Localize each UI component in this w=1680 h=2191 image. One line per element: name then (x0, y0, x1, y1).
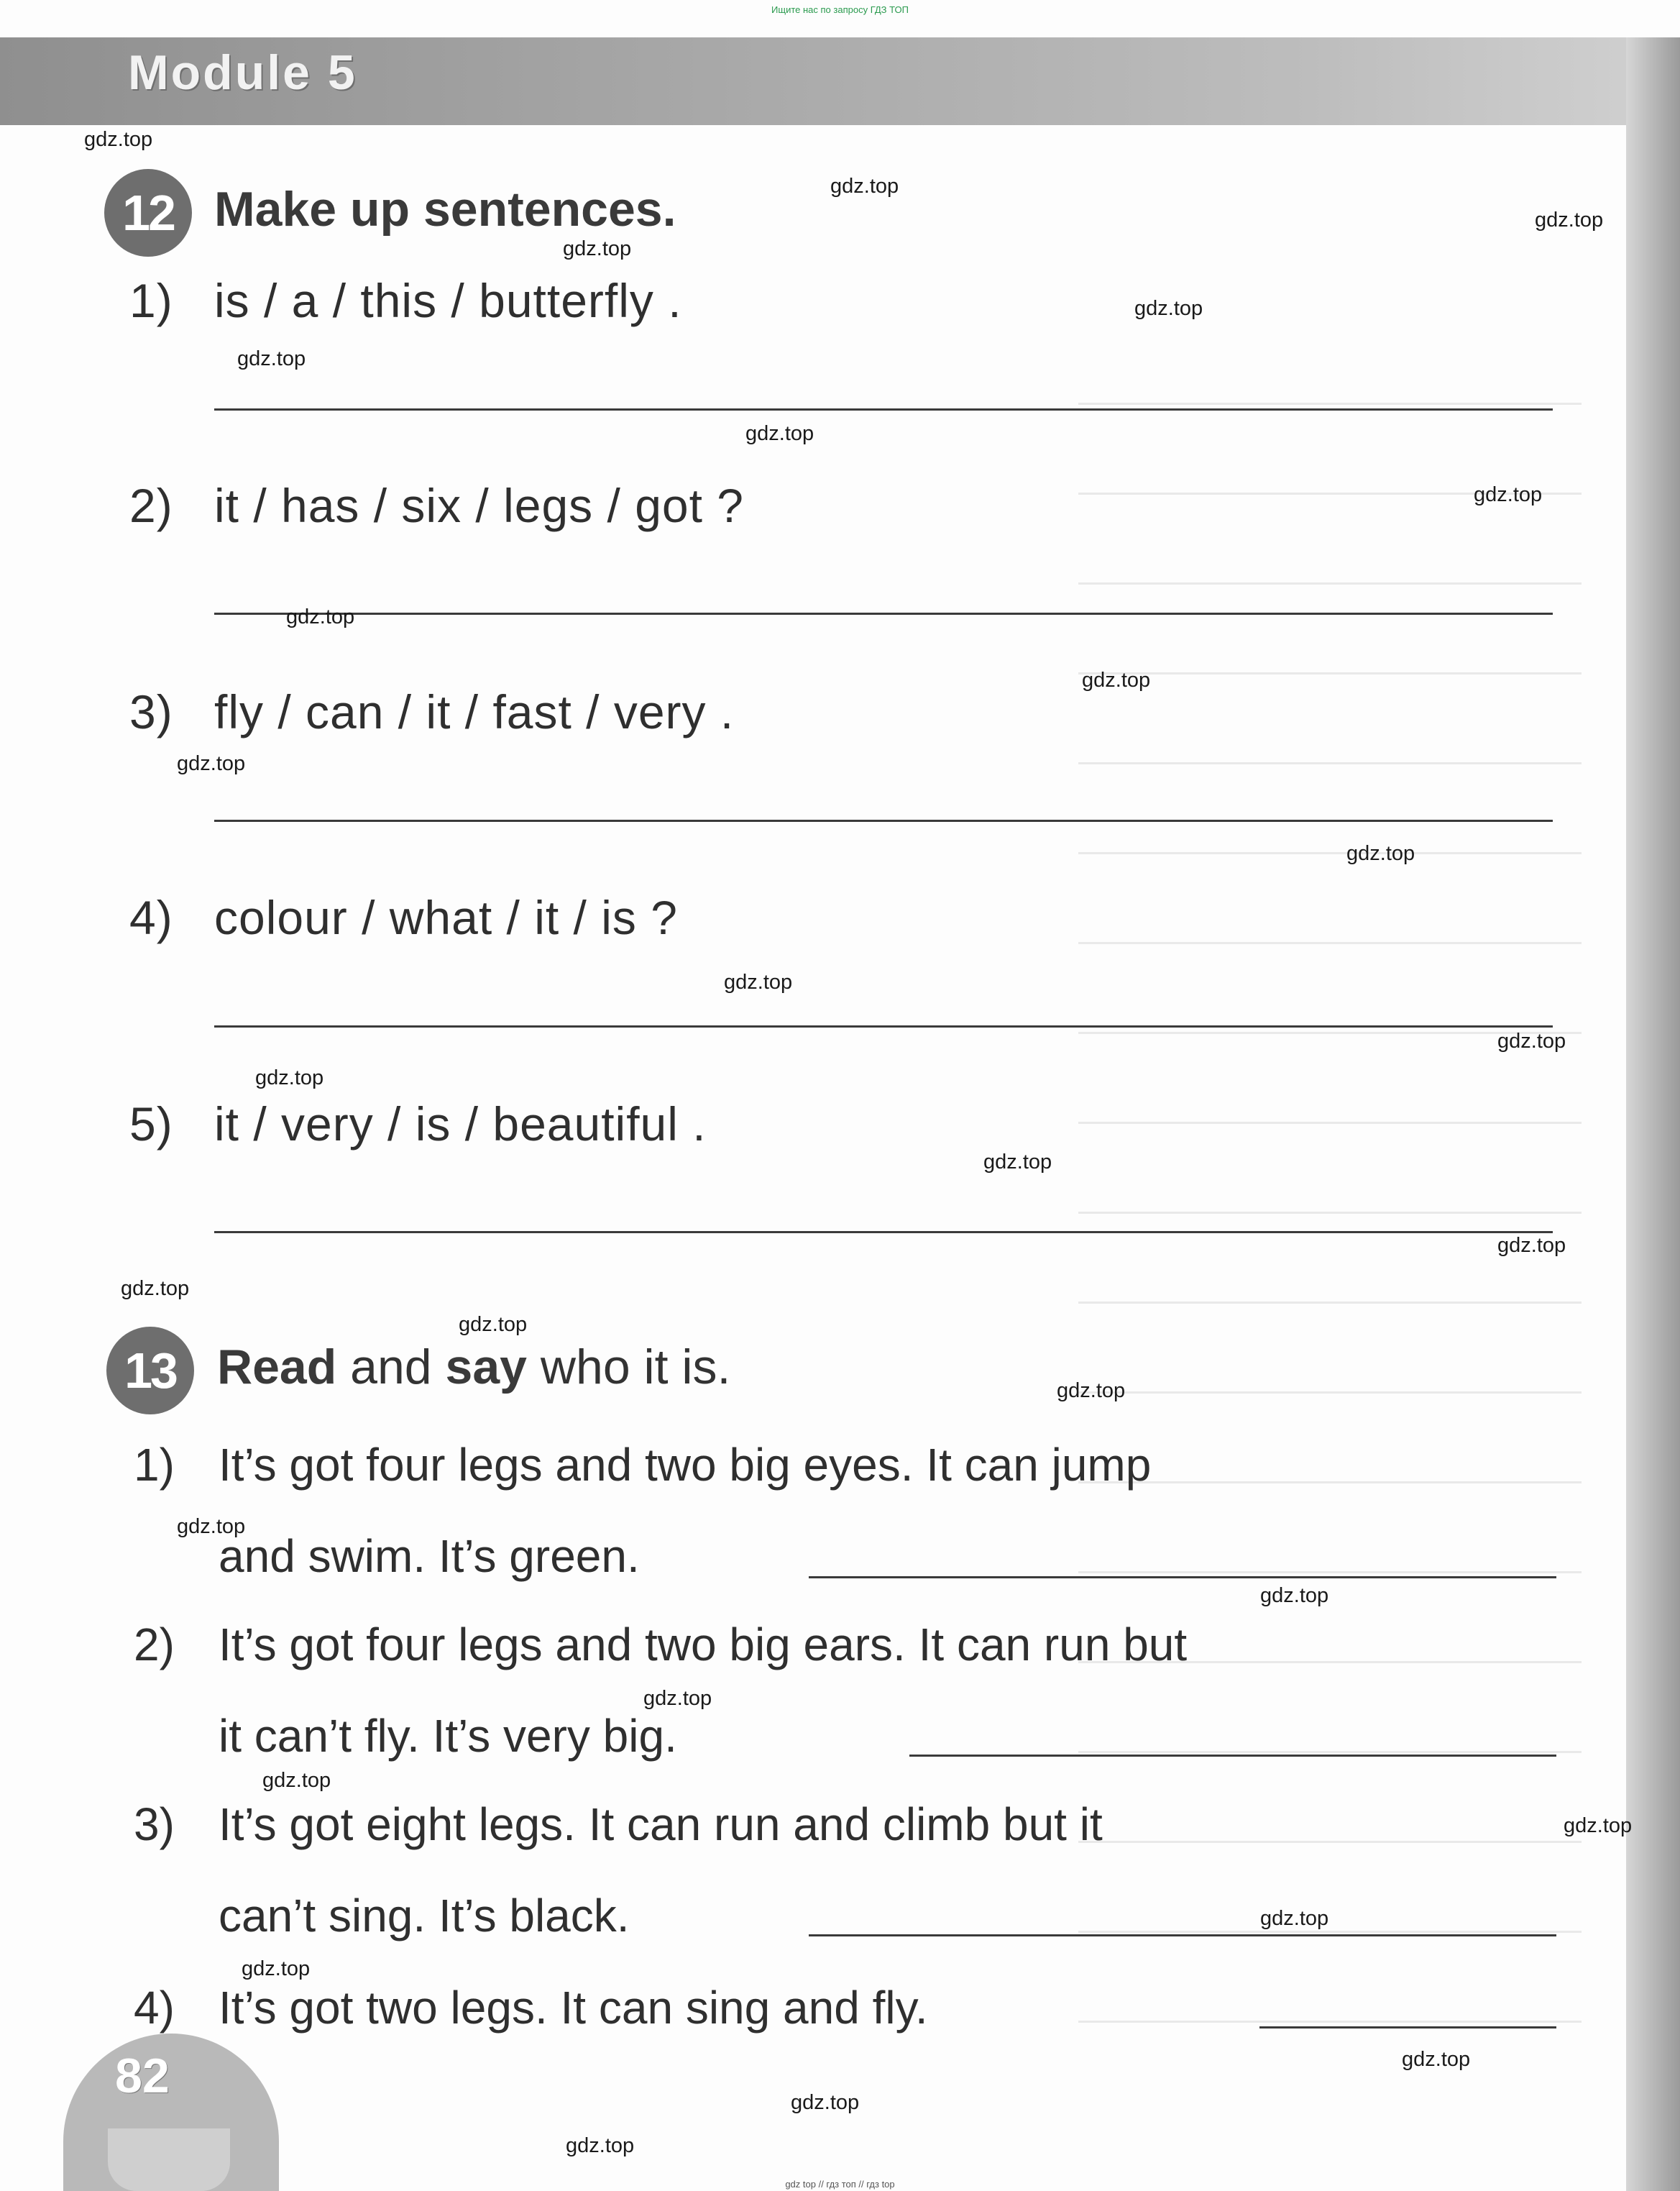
riddle-3-line-2: can’t sing. It’s black. (219, 1890, 630, 1941)
answer-line-5[interactable] (214, 1231, 1553, 1233)
watermark: gdz.top (1564, 1814, 1633, 1837)
riddle-2-line-1: 2) It’s got four legs and two big ears. It can run but (134, 1619, 1188, 1670)
watermark: gdz.top (121, 1277, 190, 1300)
riddle-4-line-1: 4) It’s got two legs. It can sing and fly. (134, 1982, 928, 2034)
riddle-1-line-2: and swim. It’s green. (219, 1530, 640, 1582)
watermark: gdz.top (459, 1313, 528, 1336)
watermark: gdz.top (177, 752, 246, 775)
watermark: gdz.top (1260, 1584, 1329, 1607)
sentence-3: 3) fly / can / it / fast / very . (129, 685, 735, 738)
watermark: gdz.top (643, 1687, 712, 1710)
watermark: gdz.top (724, 971, 793, 994)
task-13-title: Read and say who it is. (217, 1340, 731, 1394)
sentence-4: 4) colour / what / it / is ? (129, 891, 678, 944)
task-13-number: 13 (106, 1327, 194, 1414)
riddle-3-line-1: 3) It’s got eight legs. It can run and climb but it (134, 1798, 1103, 1850)
watermark: gdz.top (1402, 2048, 1471, 2071)
riddle-answer-line-3[interactable] (809, 1934, 1556, 1936)
sentence-2: 2) it / has / six / legs / got ? (129, 479, 744, 532)
sentence-1: 1) is / a / this / butterfly . (129, 274, 682, 327)
answer-line-4[interactable] (214, 1025, 1553, 1028)
watermark: gdz.top (983, 1151, 1052, 1174)
watermark: gdz.top (1474, 483, 1543, 506)
watermark: gdz.top (745, 422, 814, 445)
module-title: Module 5 (128, 45, 357, 100)
answer-line-1[interactable] (214, 408, 1553, 411)
footer-note: gdz top // гдз топ // гдз top (785, 2179, 895, 2190)
page-spine-shadow (1626, 37, 1680, 2191)
watermark: gdz.top (1134, 297, 1203, 320)
watermark: gdz.top (286, 605, 355, 628)
watermark: gdz.top (563, 237, 632, 260)
answer-line-2[interactable] (214, 613, 1553, 615)
watermark: gdz.top (1497, 1030, 1566, 1053)
riddle-2-line-2: it can’t fly. It’s very big. (219, 1710, 677, 1762)
riddle-answer-line-2[interactable] (909, 1755, 1556, 1757)
watermark: gdz.top (255, 1066, 324, 1089)
watermark: gdz.top (1260, 1907, 1329, 1930)
page-number: 82 (115, 2049, 170, 2103)
sentence-5: 5) it / very / is / beautiful . (129, 1097, 707, 1151)
watermark: gdz.top (1535, 209, 1604, 232)
watermark: gdz.top (1057, 1379, 1126, 1402)
watermark: gdz.top (242, 1957, 311, 1980)
watermark: gdz.top (566, 2134, 635, 2157)
watermark: gdz.top (1497, 1234, 1566, 1257)
riddle-answer-line-1[interactable] (809, 1576, 1556, 1578)
search-hint: Ищите нас по запросу ГДЗ ТОП (771, 4, 909, 15)
task-12-title: Make up sentences. (214, 182, 676, 237)
watermark: gdz.top (177, 1515, 246, 1538)
watermark: gdz.top (1346, 842, 1415, 865)
riddle-answer-line-4[interactable] (1259, 2026, 1556, 2028)
riddle-1-line-1: 1) It’s got four legs and two big eyes. It can jump (134, 1439, 1152, 1491)
watermark: gdz.top (84, 128, 153, 151)
watermark: gdz.top (237, 347, 306, 370)
watermark: gdz.top (791, 2091, 860, 2114)
watermark: gdz.top (830, 175, 899, 198)
watermark: gdz.top (1082, 669, 1151, 692)
task-12-number: 12 (104, 169, 192, 257)
watermark: gdz.top (262, 1769, 331, 1792)
answer-line-3[interactable] (214, 820, 1553, 822)
